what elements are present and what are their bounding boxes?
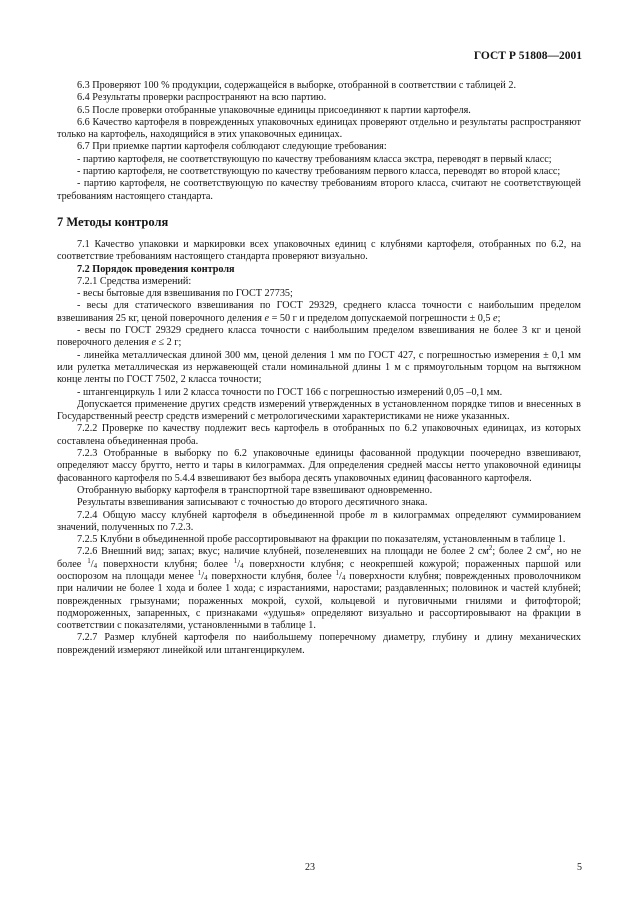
text-run: поверхности клубня; более (97, 558, 234, 570)
paragraph-7-2-1: 7.2.1 Средства измерений: (77, 275, 192, 287)
fraction-numerator: 1 (197, 568, 202, 577)
paragraph-6-7: 6.7 При приемке партии картофеля соблюдают следующие требования: (77, 141, 387, 153)
fraction-denominator: 4 (240, 561, 244, 570)
symbol-m: m (370, 509, 378, 521)
list-item: - партию картофеля, не соответствующую по качеству требованиям второго класса, считают не соответствующей требованиям настоящего стандарта. (57, 178, 581, 202)
text-run: , но не более (57, 546, 581, 570)
paragraph-7-2-3-b: Отобранную выборку картофеля в транспортной таре взвешивают одновременно. (77, 484, 433, 496)
fraction-numerator: 1 (335, 568, 340, 577)
paragraph-7-1: 7.1 Качество упаковки и маркировки всех упаковочных единиц с клубнями картофеля, отобранных по 6.2, на соответствие требованиям настоящего стандарта проверяют визуально. (57, 238, 581, 263)
paragraph-7-2-3: 7.2.3 Отобранные в выборку по 6.2 упаковочные единицы фасованной продукции поочередно взвешивают, определяют массу брутто, нетто и тары в килограммах. Для определения средней массы нетто упаковочной единицы фасованного картофеля по 5.4.4 взвешивают без выбора десять упаковочных единиц фасованного картофеля. (57, 448, 581, 484)
paragraph-7-2-5: 7.2.5 Клубни в объединенной пробе рассортировывают на фракции по показателям, установленным в таблице 1. (77, 534, 566, 546)
list-item: - линейка металлическая длиной 300 мм, ценой деления 1 мм по ГОСТ 427, с погрешностью измерения ± 0,1 мм или рулетка металлическая из нержавеющей стали номинальной длины 1 м с прямоугольным торцом на вытяжном конце ленты по ГОСТ 7502, 2 класса точности; (57, 349, 581, 386)
fraction-numerator: 1 (87, 556, 91, 565)
fraction-denominator: 4 (93, 561, 98, 570)
paragraph-7-2-4 (57, 510, 581, 535)
superscript: 2 (488, 544, 493, 553)
list-item (57, 300, 581, 325)
paragraph-allowed-instruments: Допускается применение других средств измерений утвержденных в установленном порядке типов и внесенных в Государственный реестр средств измерений с метрологическими характеристиками не ниже указанных. (57, 398, 581, 423)
paragraph-6-4: 6.4 Результаты проверки распространяют на всю партию. (77, 92, 327, 104)
symbol-e: е (151, 337, 156, 349)
fraction: $^1/_4$ (87, 556, 98, 570)
document-header: ГОСТ Р 51808—2001 (473, 50, 582, 62)
list-item (57, 325, 581, 350)
text-run: 7.2.6 Внешний вид; запах; вкус; наличие клубней, позеленевших на площади не более 2 см (77, 546, 489, 558)
page-number-center: 23 (305, 862, 315, 873)
paragraph-6-6: 6.6 Качество картофеля в поврежденных упаковочных единицах проверяют отдельно и результаты распространяют только на картофель, находящийся в этих упаковочных единицах. (57, 116, 581, 141)
text-run: = 50 г и пределом допускаемой погрешности ± 0,5 (269, 312, 494, 324)
subheading-7-2: 7.2 Порядок проведения контроля (77, 263, 235, 275)
fraction: $^1/_4$ (233, 556, 244, 570)
symbol-e: е (493, 312, 498, 324)
text-run: поверхности клубня; поврежденных проволочником при наличии не более 1 хода и более 1 хода; с израстаниями, наростами; раздавленных; половинок и частей клубней; поврежденных грызунами; пораженных мокрой, сухой, кольцевой и пуговичными гнилями и фитофторой; подмороженных, запаренных, с признаками «удушья» определяют визуально и рассортировывают на фракции в соответствии с показателями, установленными в таблице 1. (57, 570, 581, 632)
text-run: поверхности клубня; с неокрепшей кожурой; пораженных паршой или ооспорозом на площади менее (57, 558, 581, 582)
fraction: $^1/_4$ (197, 568, 208, 582)
superscript: 2 (546, 544, 551, 553)
page-number-right: 5 (577, 862, 582, 873)
list-item: - штангенциркуль 1 или 2 класса точности по ГОСТ 166 с погрешностью измерений 0,05 –0,1 мм. (77, 386, 503, 398)
document-body (57, 80, 581, 657)
fraction-numerator: 1 (233, 556, 238, 565)
list-item: - партию картофеля, не соответствующую по качеству требованиям класса экстра, переводят в первый класс; (77, 153, 552, 165)
text-run: ; (497, 312, 501, 324)
section-heading-7: 7 Методы контроля (57, 214, 169, 229)
paragraph-6-3: 6.3 Проверяют 100 % продукции, содержащейся в выборке, отобранной в соответствии с таблицей 2. (77, 80, 517, 91)
paragraph-7-2-2: 7.2.2 Проверке по качеству подлежит весь картофель в отобранных по 6.2 упаковочных единицах, из которых составлена объединенная проба. (57, 423, 581, 447)
fraction: $^1/_4$ (335, 568, 346, 582)
text-run: - весы по ГОСТ 29329 среднего класса точности с наибольшим пределом взвешивания не более 3 кг и ценой поверочного деления (57, 325, 581, 349)
list-item: - весы бытовые для взвешивания по ГОСТ 27735; (77, 288, 293, 300)
fraction-denominator: 4 (341, 573, 346, 582)
paragraph-7-2-3-c: Результаты взвешивания записывают с точностью до второго десятичного знака. (77, 497, 428, 509)
text-run: 7.2.4 Общую массу клубней картофеля в объединенной пробе (77, 509, 371, 521)
text-run: поверхности клубня, более (207, 570, 336, 582)
text-run: ≤ 2 г; (155, 337, 182, 349)
text-run: в килограммах определяют суммированием значений, полученных по 7.2.3. (57, 509, 581, 533)
text-run: ; более 2 см (492, 546, 547, 558)
paragraph-7-2-6 (57, 546, 581, 632)
paragraph-6-5: 6.5 После проверки отобранные упаковочные единицы присоединяют к партии картофеля. (77, 104, 471, 116)
paragraph-7-2-7: 7.2.7 Размер клубней картофеля по наибольшему поперечному диаметру, глубину и длину механических повреждений измеряют линейкой или штангенциркулем. (57, 632, 581, 656)
symbol-e: е (264, 312, 270, 324)
fraction-denominator: 4 (204, 573, 208, 582)
text-run: - весы для статического взвешивания по ГОСТ 29329, среднего класса точности с наибольшим пределом взвешивания 25 кг, ценой поверочного деления (57, 300, 581, 324)
list-item: - партию картофеля, не соответствующую по качеству требованиям первого класса, переводят во второй класс; (77, 166, 561, 178)
